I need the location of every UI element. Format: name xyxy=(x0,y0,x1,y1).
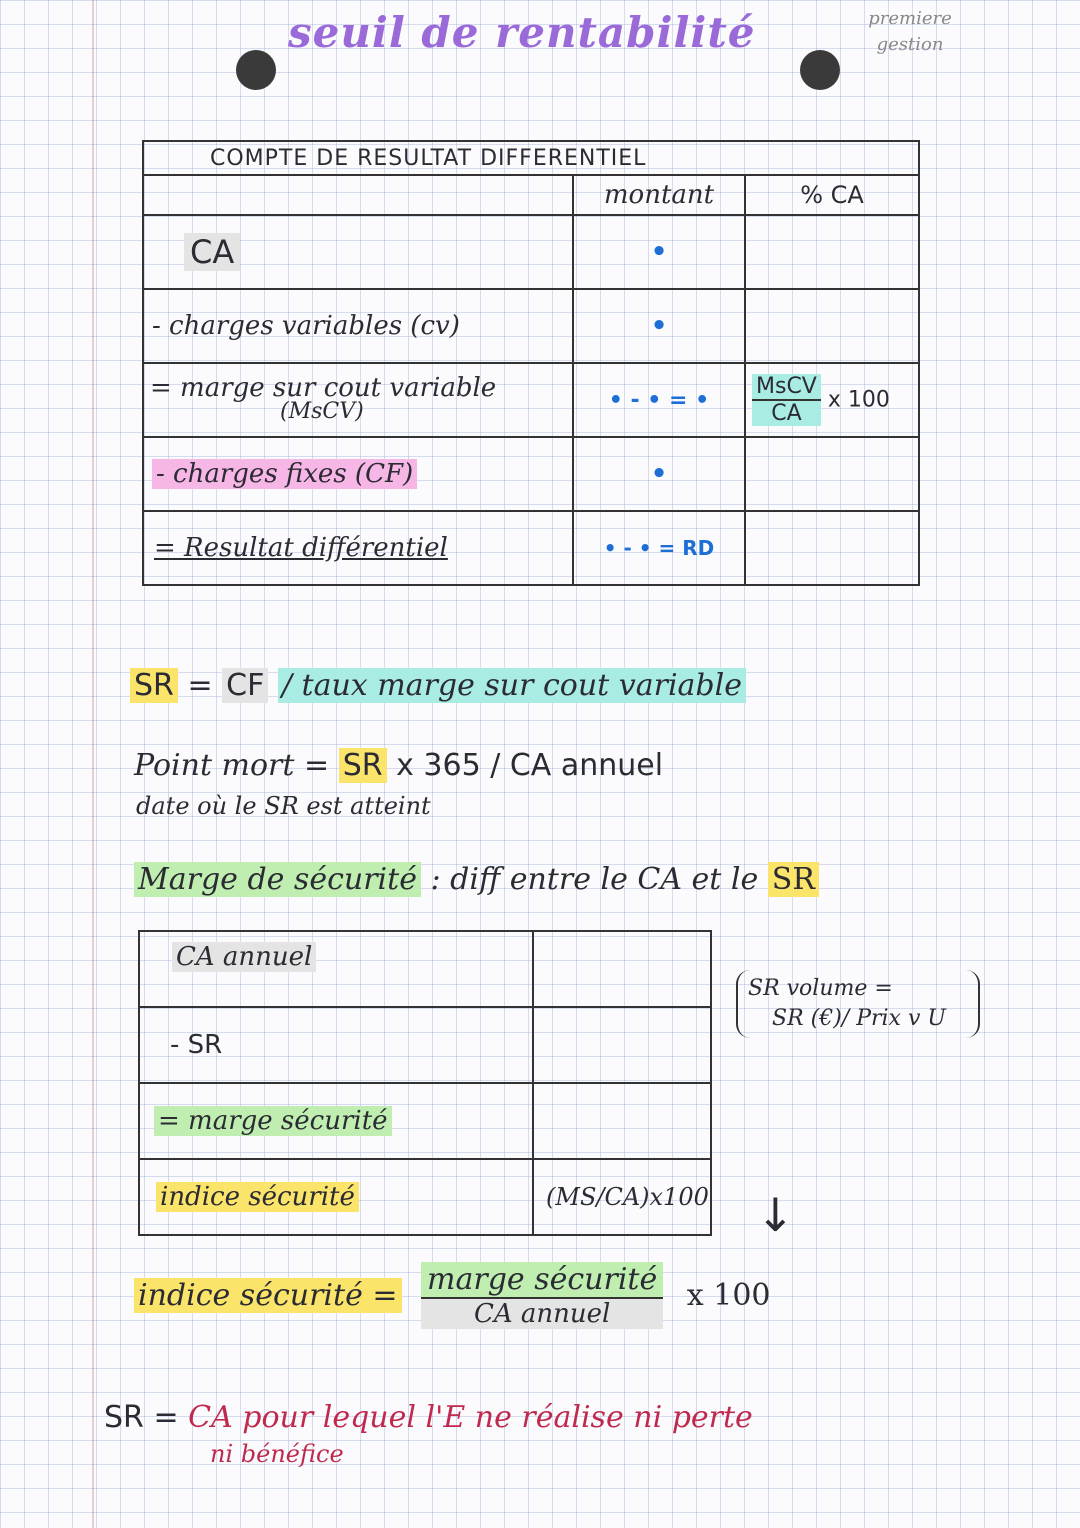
marge-securite-table xyxy=(138,930,712,1236)
sr-formula-sr: SR xyxy=(130,668,178,703)
row-cf-pct xyxy=(745,437,919,511)
indice-num: marge sécurité xyxy=(421,1262,663,1299)
corner-note xyxy=(850,6,970,58)
pct-den: CA xyxy=(771,401,802,426)
row-rd-montant: • - • = RD xyxy=(573,511,745,585)
row-cf xyxy=(143,437,573,511)
corner-note-line-2: gestion xyxy=(876,34,944,55)
header-empty xyxy=(143,175,573,215)
row-cv-montant: • xyxy=(573,289,745,363)
point-mort-eq: = xyxy=(304,748,330,783)
arrow-down: ↓ xyxy=(756,1188,795,1242)
row-sr-value xyxy=(533,1007,711,1083)
row-mscv-sublabel: (MsCV) xyxy=(280,399,364,424)
pct-num: MsCV xyxy=(752,374,821,401)
col-pct: % CA xyxy=(745,175,919,215)
table-header: COMPTE DE RESULTAT DIFFERENTIEL xyxy=(143,141,919,175)
marge-securite-rest: : diff entre le CA et le xyxy=(430,862,759,897)
row-cv: - charges variables (cv) xyxy=(143,289,573,363)
margin-line xyxy=(92,0,94,1528)
sr-definition xyxy=(104,1400,753,1435)
binder-hole-right xyxy=(800,50,840,90)
sr-def-sr: SR xyxy=(104,1400,144,1435)
point-mort-label: Point mort xyxy=(134,748,295,783)
row-mscv-pct xyxy=(745,363,919,437)
row-cv-pct xyxy=(745,289,919,363)
sr-volume-line-2: SR (€)/ Prix v U xyxy=(772,1006,946,1031)
sr-def-eq: = xyxy=(153,1400,179,1435)
sr-def-text2: ni bénéfice xyxy=(210,1440,344,1468)
sr-formula-eq: = xyxy=(187,668,213,703)
row-mscv-label: = marge sur cout variable xyxy=(150,373,497,403)
point-mort xyxy=(134,748,663,783)
point-mort-desc: date où le SR est atteint xyxy=(136,792,431,820)
row-rd: = Resultat différentiel xyxy=(143,511,573,585)
row-ca-pct xyxy=(745,215,919,289)
indice-formula-label: indice sécurité = xyxy=(134,1278,402,1313)
point-mort-sr: SR xyxy=(339,748,387,783)
marge-securite xyxy=(134,862,819,897)
row-rd-pct xyxy=(745,511,919,585)
point-mort-rest: x 365 / CA annuel xyxy=(396,748,664,783)
binder-hole-left xyxy=(236,50,276,90)
row-marge-sec-value xyxy=(533,1083,711,1159)
row-indice-value: (MS/CA)x100 xyxy=(533,1159,711,1235)
row-ca-montant: • xyxy=(573,215,745,289)
row-indice xyxy=(139,1159,533,1235)
compte-resultat-table xyxy=(142,140,920,586)
sr-volume-note xyxy=(736,970,980,1038)
marge-securite-sr: SR xyxy=(768,862,819,897)
indice-suffix: x 100 xyxy=(686,1278,771,1313)
row-indice-label: indice sécurité xyxy=(156,1182,359,1212)
marge-securite-label: Marge de sécurité xyxy=(134,862,421,897)
row-cf-label: - charges fixes (CF) xyxy=(152,459,417,489)
indice-den: CA annuel xyxy=(421,1299,663,1329)
row-sr: - SR xyxy=(139,1007,533,1083)
page-title: seuil de rentabilité xyxy=(288,8,756,57)
pct-fraction xyxy=(752,374,821,426)
row-ca-label: CA xyxy=(184,233,240,271)
sr-def-text: CA pour lequel l'E ne réalise ni perte xyxy=(188,1400,753,1435)
sr-formula xyxy=(130,668,746,703)
row-marge-sec xyxy=(139,1083,533,1159)
indice-fraction xyxy=(421,1262,663,1329)
row-mscv-montant: • - • = • xyxy=(573,363,745,437)
row-ca-annuel xyxy=(139,931,533,1007)
row-mscv xyxy=(143,363,573,437)
row-ca xyxy=(143,215,573,289)
sr-formula-cf: CF xyxy=(222,668,268,703)
pct-suffix: x 100 xyxy=(827,387,890,413)
row-ca-annuel-value xyxy=(533,931,711,1007)
row-marge-sec-label: = marge sécurité xyxy=(154,1106,392,1136)
col-montant: montant xyxy=(573,175,745,215)
corner-note-line-1: premiere xyxy=(868,8,952,29)
sr-formula-rest: / taux marge sur cout variable xyxy=(278,668,746,703)
row-cf-montant: • xyxy=(573,437,745,511)
indice-formula xyxy=(134,1262,771,1329)
sr-volume-line-1: SR volume = xyxy=(748,976,893,1001)
row-ca-annuel-label: CA annuel xyxy=(172,942,316,972)
